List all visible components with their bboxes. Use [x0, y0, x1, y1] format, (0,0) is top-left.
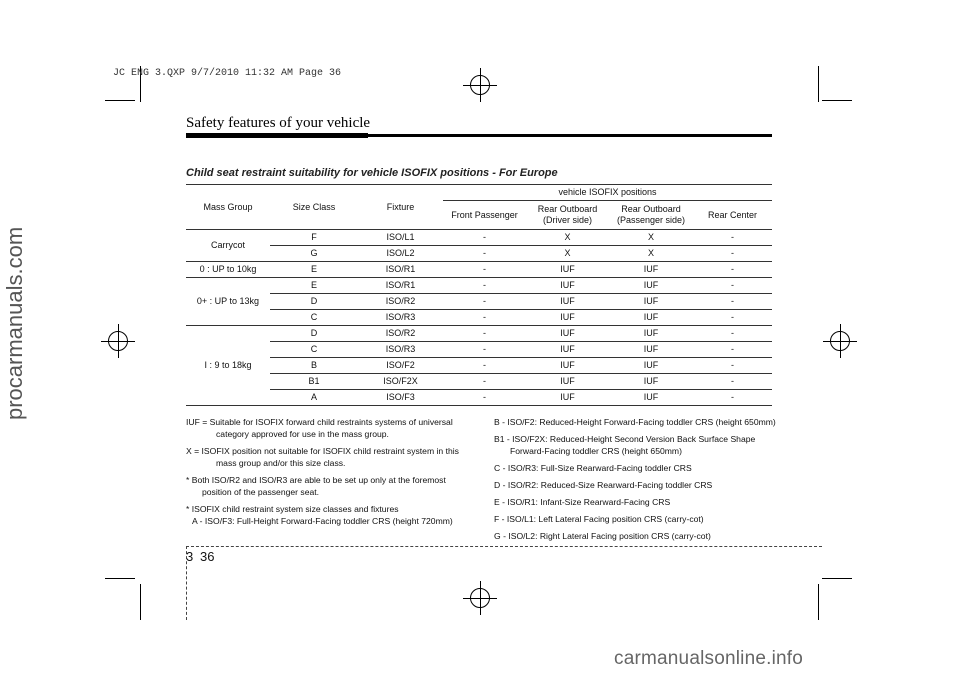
- rear-center-cell: -: [693, 230, 772, 246]
- col-header-size-class: Size Class: [270, 185, 358, 230]
- page-section: 3: [186, 549, 194, 564]
- size-class-cell: E: [270, 278, 358, 294]
- size-class-cell: D: [270, 294, 358, 310]
- col-header-rear-center: Rear Center: [693, 201, 772, 230]
- note-class-b: B - ISO/F2: Reduced-Height Forward-Facing toddler CRS (height 650mm): [494, 417, 776, 427]
- rear-center-cell: -: [693, 278, 772, 294]
- col-header-rear-outboard-passenger: Rear Outboard (Passenger side): [609, 201, 693, 230]
- rear-driver-cell: X: [526, 246, 609, 262]
- front-passenger-cell: -: [443, 310, 526, 326]
- rear-center-cell: -: [693, 310, 772, 326]
- fixture-cell: ISO/R2: [358, 326, 443, 342]
- rear-passenger-cell: IUF: [609, 374, 693, 390]
- table-row: [186, 230, 772, 246]
- front-passenger-cell: -: [443, 278, 526, 294]
- rear-driver-cell: IUF: [526, 358, 609, 374]
- section-title: Safety features of your vehicle: [186, 115, 371, 131]
- size-class-cell: F: [270, 230, 358, 246]
- footer-site: carmanualsonline.info: [614, 648, 804, 669]
- rear-passenger-cell: IUF: [609, 310, 693, 326]
- rear-passenger-cell: IUF: [609, 294, 693, 310]
- rear-center-cell: -: [693, 358, 772, 374]
- note-class-f: F - ISO/L1: Left Lateral Facing position CRS (carry-cot): [494, 514, 704, 524]
- table-row: [186, 262, 772, 278]
- table-row: [186, 342, 772, 358]
- mass-group-cell: 0+ : UP to 13kg: [186, 278, 270, 326]
- rear-driver-cell: IUF: [526, 326, 609, 342]
- size-class-cell: C: [270, 310, 358, 326]
- watermark: procarmanuals.com: [2, 226, 27, 420]
- fixture-cell: ISO/R1: [358, 278, 443, 294]
- size-class-cell: D: [270, 326, 358, 342]
- notes-left: [186, 416, 473, 527]
- fixture-cell: ISO/R2: [358, 294, 443, 310]
- size-class-cell: B1: [270, 374, 358, 390]
- col-header-rear-outboard-driver: Rear Outboard (Driver side): [526, 201, 609, 230]
- note-class-b1: B1 - ISO/F2X: Reduced-Height Second Version Back Surface Shape Forward-Facing toddler CRS (height 650mm): [494, 434, 756, 456]
- isofix-table: [186, 184, 772, 406]
- rear-driver-cell: IUF: [526, 390, 609, 406]
- front-passenger-cell: -: [443, 326, 526, 342]
- size-class-cell: E: [270, 262, 358, 278]
- crop-mark: [822, 100, 852, 101]
- rear-passenger-cell: X: [609, 246, 693, 262]
- table-row: [186, 294, 772, 310]
- fixture-cell: ISO/F3: [358, 390, 443, 406]
- rear-passenger-cell: IUF: [609, 342, 693, 358]
- table-row: [186, 374, 772, 390]
- rear-driver-cell: IUF: [526, 310, 609, 326]
- rear-driver-cell: IUF: [526, 374, 609, 390]
- notes-right: [494, 416, 776, 542]
- front-passenger-cell: -: [443, 342, 526, 358]
- rear-center-cell: -: [693, 262, 772, 278]
- note-class-g: G - ISO/L2: Right Lateral Facing position CRS (carry-cot): [494, 531, 711, 541]
- fixture-cell: ISO/R1: [358, 262, 443, 278]
- rear-center-cell: -: [693, 294, 772, 310]
- fixture-cell: ISO/F2: [358, 358, 443, 374]
- fixture-cell: ISO/R3: [358, 342, 443, 358]
- rear-center-cell: -: [693, 374, 772, 390]
- rear-driver-cell: IUF: [526, 342, 609, 358]
- crop-mark: [105, 100, 135, 101]
- fixture-cell: ISO/L1: [358, 230, 443, 246]
- table-caption: Child seat restraint suitability for vehicle ISOFIX positions - For Europe: [186, 167, 558, 179]
- rear-center-cell: -: [693, 326, 772, 342]
- header-rule-accent: [186, 133, 368, 138]
- table-row: [186, 358, 772, 374]
- note-iuf: IUF = Suitable for ISOFIX forward child restraints systems of universal category approved for use in the mass group.: [186, 417, 453, 439]
- table-row: [186, 390, 772, 406]
- table-row: [186, 246, 772, 262]
- rear-driver-cell: IUF: [526, 278, 609, 294]
- note-class-e: E - ISO/R1: Infant-Size Rearward-Facing CRS: [494, 497, 671, 507]
- note-class-a: A - ISO/F3: Full-Height Forward-Facing toddler CRS (height 720mm): [192, 516, 453, 526]
- front-passenger-cell: -: [443, 390, 526, 406]
- registration-mark-icon: [830, 331, 850, 351]
- col-header-positions: vehicle ISOFIX positions: [443, 185, 772, 201]
- crop-mark: [105, 578, 135, 579]
- registration-mark-icon: [108, 331, 128, 351]
- fixture-cell: ISO/L2: [358, 246, 443, 262]
- rear-passenger-cell: X: [609, 230, 693, 246]
- rear-passenger-cell: IUF: [609, 390, 693, 406]
- mass-group-cell: 0 : UP to 10kg: [186, 262, 270, 278]
- note-foremost: * Both ISO/R2 and ISO/R3 are able to be set up only at the foremost position of the passenger seat.: [186, 475, 446, 497]
- col-header-front-passenger: Front Passenger: [443, 201, 526, 230]
- crop-mark: [818, 584, 819, 620]
- front-passenger-cell: -: [443, 262, 526, 278]
- size-class-cell: A: [270, 390, 358, 406]
- registration-mark-icon: [470, 75, 490, 95]
- rear-driver-cell: IUF: [526, 262, 609, 278]
- size-class-cell: G: [270, 246, 358, 262]
- rear-passenger-cell: IUF: [609, 326, 693, 342]
- mass-group-cell: Carrycot: [186, 230, 270, 262]
- rear-driver-cell: IUF: [526, 294, 609, 310]
- crop-mark: [822, 578, 852, 579]
- fixture-cell: ISO/R3: [358, 310, 443, 326]
- front-passenger-cell: -: [443, 358, 526, 374]
- note-size-classes: * ISOFIX child restraint system size classes and fixtures: [186, 504, 399, 514]
- table-row: [186, 326, 772, 342]
- rear-passenger-cell: IUF: [609, 262, 693, 278]
- page-number: 36: [200, 549, 215, 564]
- rear-center-cell: -: [693, 342, 772, 358]
- note-class-d: D - ISO/R2: Reduced-Size Rearward-Facing toddler CRS: [494, 480, 713, 490]
- front-passenger-cell: -: [443, 230, 526, 246]
- front-passenger-cell: -: [443, 246, 526, 262]
- front-passenger-cell: -: [443, 294, 526, 310]
- col-header-fixture: Fixture: [358, 185, 443, 230]
- table-row: [186, 278, 772, 294]
- rear-center-cell: -: [693, 390, 772, 406]
- registration-mark-icon: [470, 588, 490, 608]
- rear-center-cell: -: [693, 246, 772, 262]
- mass-group-cell: I : 9 to 18kg: [186, 326, 270, 406]
- rear-driver-cell: X: [526, 230, 609, 246]
- note-x: X = ISOFIX position not suitable for ISOFIX child restraint system in this mass group and/or this size class.: [186, 446, 459, 468]
- col-header-mass-group: Mass Group: [186, 185, 270, 230]
- crop-mark: [140, 584, 141, 620]
- size-class-cell: C: [270, 342, 358, 358]
- size-class-cell: B: [270, 358, 358, 374]
- note-class-c: C - ISO/R3: Full-Size Rearward-Facing toddler CRS: [494, 463, 692, 473]
- page-divider: [186, 546, 822, 547]
- table-row: [186, 310, 772, 326]
- crop-mark: [818, 66, 819, 102]
- rear-passenger-cell: IUF: [609, 278, 693, 294]
- front-passenger-cell: -: [443, 374, 526, 390]
- fixture-cell: ISO/F2X: [358, 374, 443, 390]
- print-slug: JC ENG 3.QXP 9/7/2010 11:32 AM Page 36: [113, 68, 342, 79]
- rear-passenger-cell: IUF: [609, 358, 693, 374]
